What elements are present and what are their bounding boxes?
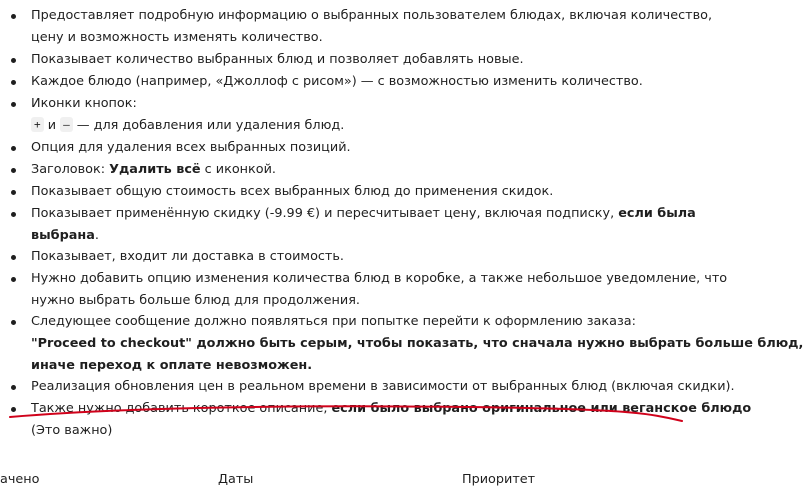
- bullet-line: [31, 49, 701, 71]
- bullet-line: [31, 290, 701, 312]
- bullet-line: [31, 268, 728, 290]
- table-header-dates: Даты: [218, 472, 254, 487]
- bold-text: если было выбрано оригинальное или веганское блюдо: [331, 401, 752, 416]
- text-run: Показывает применённую скидку (-9.99 €) и пересчитывает цену, включая подписку,: [31, 206, 619, 221]
- bullet-line: [31, 203, 701, 225]
- bullet-line: [31, 225, 701, 247]
- text-run: Показывает количество выбранных блюд и позволяет добавлять новые.: [31, 52, 524, 67]
- bullet-item: [31, 203, 701, 247]
- text-run: Показывает общую стоимость всех выбранных блюд до применения скидок.: [31, 184, 554, 199]
- bullet-line: [31, 420, 701, 442]
- text-run: и: [43, 118, 61, 133]
- bullet-line: [31, 27, 701, 49]
- bullet-line: [31, 376, 735, 398]
- inline-code: +: [31, 117, 44, 132]
- bullet-line: [31, 181, 701, 203]
- bullet-item: [31, 93, 701, 137]
- bullet-line: [31, 246, 701, 268]
- bullet-item: [31, 311, 803, 377]
- bullet-line: [31, 5, 713, 27]
- bullet-line: [31, 333, 803, 355]
- text-run: Опция для удаления всех выбранных позиций.: [31, 140, 351, 155]
- inline-code: –: [60, 117, 73, 132]
- bold-text: если была: [618, 206, 696, 221]
- table-header-priority: Приоритет: [462, 472, 536, 487]
- text-run: Предоставляет подробную информацию о выбранных пользователем блюдах, включая количество,: [31, 8, 713, 23]
- bullet-item: [31, 71, 701, 93]
- bullet-item: [31, 159, 701, 181]
- bullet-line: [31, 311, 701, 333]
- text-run: нужно выбрать больше блюд для продолжения.: [31, 293, 360, 308]
- bullet-item: [31, 398, 752, 442]
- bullet-line: [31, 115, 701, 137]
- bullet-item: [31, 268, 728, 312]
- bullet-line: [31, 93, 701, 115]
- bullet-item: [31, 5, 713, 49]
- text-run: Заголовок:: [31, 162, 110, 177]
- text-run: .: [94, 228, 99, 243]
- bold-text: Удалить всё: [109, 162, 201, 177]
- text-run: Каждое блюдо (например, «Джоллоф с рисом») — с возможностью изменить количество.: [31, 74, 643, 89]
- bold-text: выбрана: [31, 228, 95, 243]
- text-run: цену и возможность изменять количество.: [31, 30, 323, 45]
- bullet-item: [31, 246, 701, 268]
- text-run: Реализация обновления цен в реальном времени в зависимости от выбранных блюд (включая скидки).: [31, 379, 735, 394]
- text-run: Иконки кнопок:: [31, 96, 137, 111]
- bold-text: "Proceed to checkout" должно быть серым, чтобы показать, что сначала нужно выбрать больше блюд,: [31, 336, 803, 351]
- bullet-item: [31, 376, 735, 398]
- bullet-line: [31, 355, 701, 377]
- bullet-item: [31, 181, 701, 203]
- text-run: (Это важно): [31, 423, 113, 438]
- text-run: — для добавления или удаления блюд.: [72, 118, 345, 133]
- bullet-item: [31, 137, 701, 159]
- bold-text: иначе переход к оплате невозможен.: [31, 358, 313, 373]
- bullet-line: [31, 71, 701, 93]
- text-run: Показывает, входит ли доставка в стоимость.: [31, 249, 344, 264]
- bullet-line: [31, 159, 701, 181]
- text-run: Следующее сообщение должно появляться при попытке перейти к оформлению заказа:: [31, 314, 636, 329]
- bullet-item: [31, 49, 701, 71]
- text-run: Также нужно добавить короткое описание,: [31, 401, 332, 416]
- bullet-line: [31, 137, 701, 159]
- table-header-status: ачено: [0, 472, 40, 487]
- bullet-line: [31, 398, 752, 420]
- text-run: с иконкой.: [200, 162, 276, 177]
- text-run: Нужно добавить опцию изменения количества блюд в коробке, а также небольшое уведомление, что: [31, 271, 728, 286]
